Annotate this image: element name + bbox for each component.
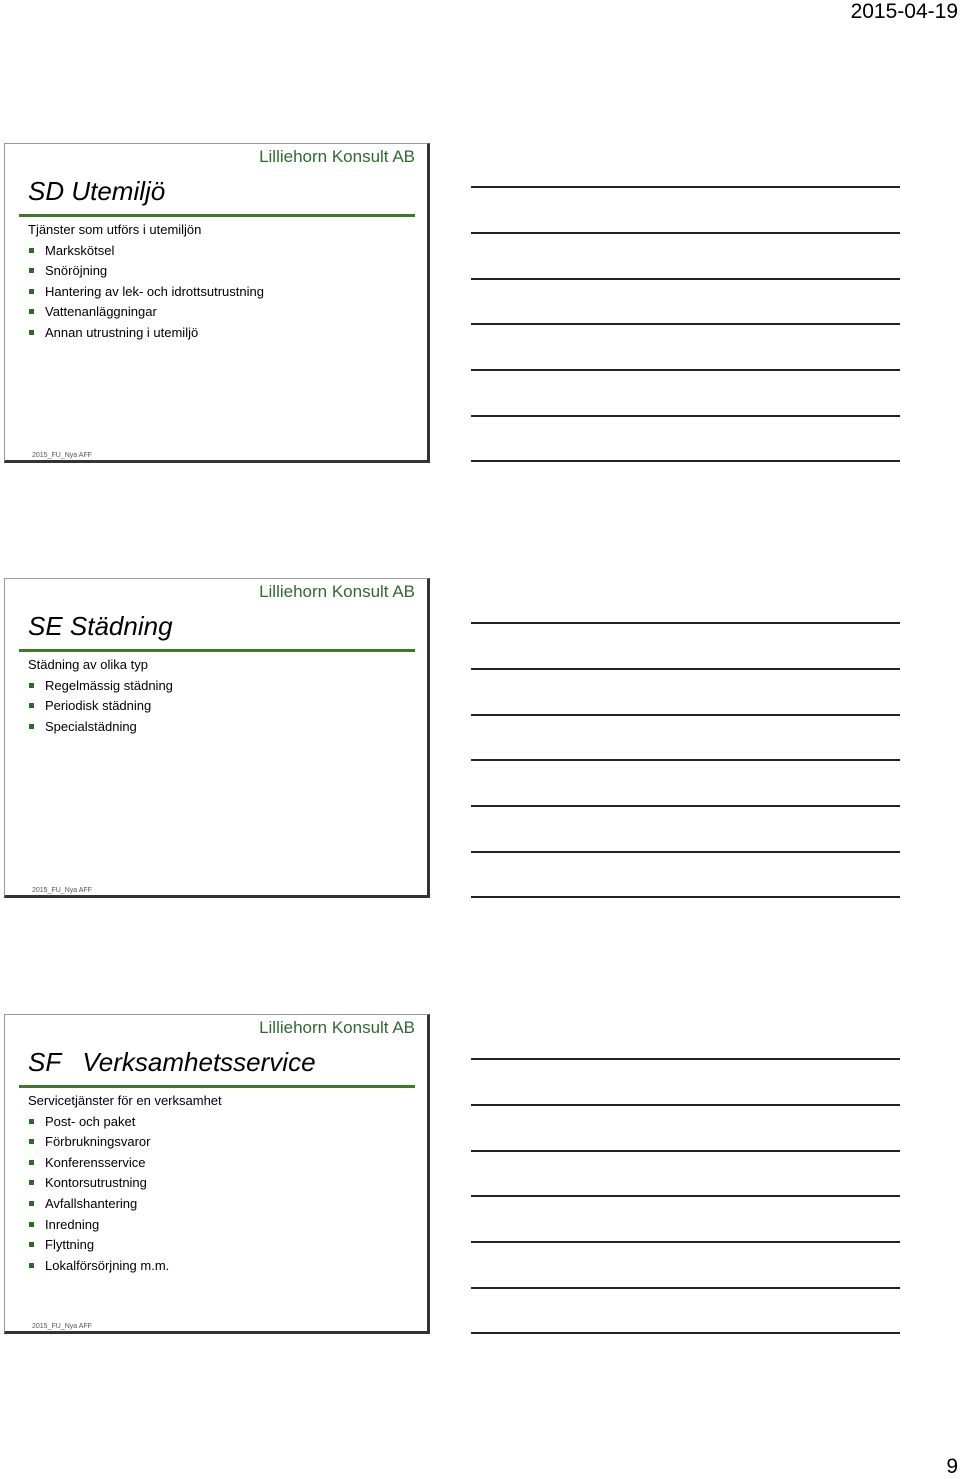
title-rule <box>19 649 415 652</box>
note-line <box>471 896 900 898</box>
company-name: Lilliehorn Konsult AB <box>259 147 415 166</box>
square-bullet-icon <box>29 1180 34 1185</box>
bullet-list <box>28 1112 222 1277</box>
note-line <box>471 415 900 417</box>
square-bullet-icon <box>29 1160 34 1165</box>
slide-se-stadning <box>4 578 430 898</box>
slide-title: SE Städning <box>28 611 173 641</box>
list-item: Annan utrustning i utemiljö <box>28 323 264 344</box>
list-item: Flyttning <box>28 1235 222 1256</box>
note-line <box>471 323 900 325</box>
list-item: Specialstädning <box>28 717 173 738</box>
page-date: 2015-04-19 <box>850 0 958 23</box>
square-bullet-icon <box>29 724 34 729</box>
title-rule <box>19 214 415 217</box>
note-line <box>471 851 900 853</box>
square-bullet-icon <box>29 1201 34 1206</box>
square-bullet-icon <box>29 248 34 253</box>
note-line <box>471 1058 900 1060</box>
bullet-list <box>28 241 264 344</box>
bullet-list <box>28 676 173 738</box>
list-item: Kontorsutrustning <box>28 1173 222 1194</box>
slide-intro: Städning av olika typ <box>28 657 148 672</box>
slide-body <box>28 220 264 344</box>
list-item: Regelmässig städning <box>28 676 173 697</box>
square-bullet-icon <box>29 1222 34 1227</box>
note-line <box>471 668 900 670</box>
list-item: Avfallshantering <box>28 1194 222 1215</box>
list-item: Vattenanläggningar <box>28 302 264 323</box>
note-line <box>471 714 900 716</box>
square-bullet-icon <box>29 309 34 314</box>
square-bullet-icon <box>29 1139 34 1144</box>
square-bullet-icon <box>29 330 34 335</box>
list-item: Hantering av lek- och idrottsutrustning <box>28 282 264 303</box>
slide-title: SD Utemiljö <box>28 176 166 206</box>
note-line <box>471 278 900 280</box>
slide-footer: 2015_FU_Nya AFF <box>32 887 92 894</box>
note-line <box>471 805 900 807</box>
slide-intro: Tjänster som utförs i utemiljön <box>28 222 202 237</box>
slide-footer: 2015_FU_Nya AFF <box>32 1323 92 1330</box>
note-line <box>471 1332 900 1334</box>
note-line <box>471 186 900 188</box>
note-line <box>471 460 900 462</box>
slide-footer: 2015_FU_Nya AFF <box>32 452 92 459</box>
list-item: Post- och paket <box>28 1112 222 1133</box>
list-item: Snöröjning <box>28 261 264 282</box>
title-rule <box>19 1085 415 1088</box>
page-number: 9 <box>946 1455 958 1478</box>
note-line <box>471 1104 900 1106</box>
note-line <box>471 232 900 234</box>
note-line <box>471 1195 900 1197</box>
square-bullet-icon <box>29 1263 34 1268</box>
note-line <box>471 1287 900 1289</box>
square-bullet-icon <box>29 268 34 273</box>
square-bullet-icon <box>29 703 34 708</box>
slide-body <box>28 655 173 737</box>
company-name: Lilliehorn Konsult AB <box>259 1018 415 1037</box>
note-line <box>471 369 900 371</box>
list-item: Konferensservice <box>28 1153 222 1174</box>
list-item: Markskötsel <box>28 241 264 262</box>
list-item: Förbrukningsvaror <box>28 1132 222 1153</box>
note-line <box>471 622 900 624</box>
square-bullet-icon <box>29 289 34 294</box>
company-name: Lilliehorn Konsult AB <box>259 582 415 601</box>
list-item: Inredning <box>28 1215 222 1236</box>
slide-body <box>28 1091 222 1276</box>
list-item: Lokalförsörjning m.m. <box>28 1256 222 1277</box>
slide-sf-verksamhetsservice <box>4 1014 430 1334</box>
note-line <box>471 1241 900 1243</box>
note-line <box>471 1150 900 1152</box>
square-bullet-icon <box>29 1119 34 1124</box>
slide-sd-utemiljo <box>4 143 430 463</box>
note-line <box>471 759 900 761</box>
slide-intro: Servicetjänster för en verksamhet <box>28 1093 222 1108</box>
square-bullet-icon <box>29 1242 34 1247</box>
list-item: Periodisk städning <box>28 696 173 717</box>
slide-title: SF Verksamhetsservice <box>28 1047 316 1077</box>
square-bullet-icon <box>29 683 34 688</box>
